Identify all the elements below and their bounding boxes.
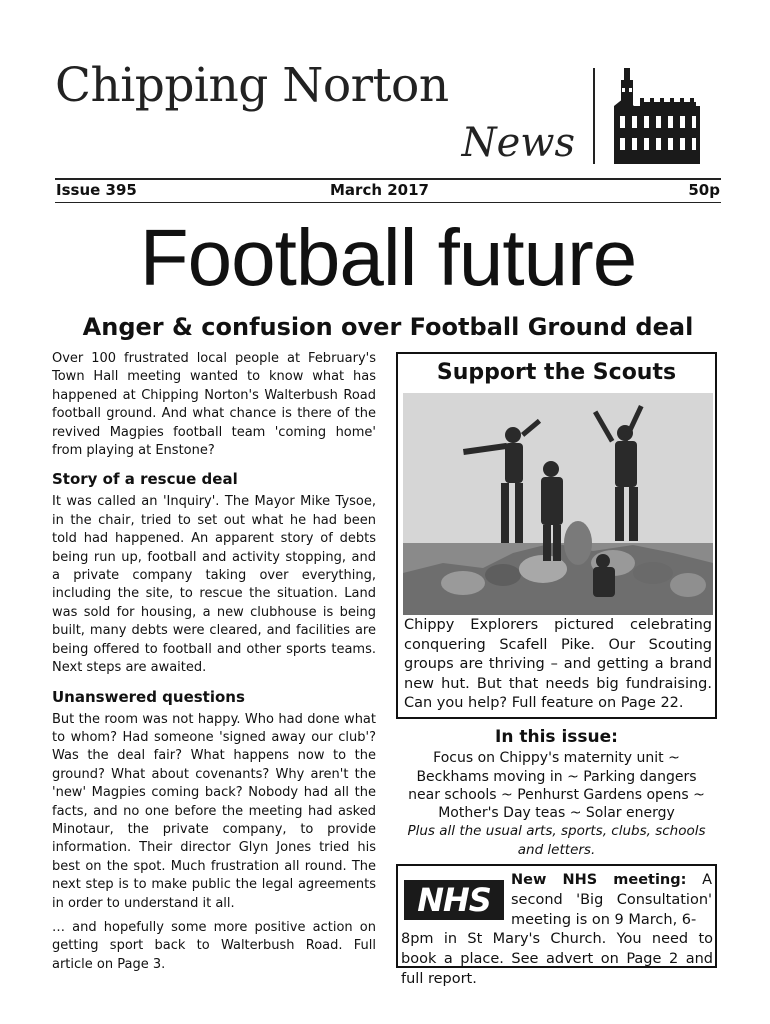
nhs-notice-text bbox=[511, 870, 712, 930]
issue-bar-rule-top bbox=[55, 178, 721, 180]
in-this-issue-line: Beckhams moving in ~ Parking dangers bbox=[416, 769, 697, 785]
issue-number: Issue 395 bbox=[56, 181, 137, 199]
in-this-issue-heading: In this issue: bbox=[495, 727, 618, 747]
nhs-notice-text-right: A second 'Big Consultation' meeting is on 9 March, 6- bbox=[511, 872, 713, 928]
article-intro: Over 100 frustrated local people at February's Town Hall meeting wanted to know what has happened at Chipping Norton's Walterbush Road football ground. And what chance is there of the revived Magpies football team 'coming home' from playing at Enstone? bbox=[52, 351, 376, 459]
scouts-summit-photo bbox=[403, 393, 713, 615]
scouts-title: Support the Scouts bbox=[436, 360, 677, 385]
article-section-body: It was called an 'Inquiry'. The Mayor Mike Tysoe, in the chair, tried to set out what he had been told had happened. An apparent story of debts being run up, football and activity stopping, and a private company taking over everything, including the site, to rescue the situation. Land was sold for housing, a new clubhouse is being built, many debts were cleared, and facilities are being offered to football and other sports teams. Next steps are awaited. bbox=[52, 494, 376, 676]
masthead-divider bbox=[593, 68, 595, 164]
in-this-issue-line: near schools ~ Penhurst Gardens opens ~ bbox=[408, 787, 705, 803]
article-closing: … and hopefully some more positive action on getting sport back to Walterbush Road. Full article on Page 3. bbox=[52, 919, 376, 972]
issue-price: 50p bbox=[688, 181, 720, 199]
main-article bbox=[52, 350, 376, 980]
subheadline: Anger & confusion over Football Ground deal bbox=[82, 313, 694, 341]
in-this-issue-plus: Plus all the usual arts, sports, clubs, schools and letters. bbox=[407, 823, 706, 858]
article-section-heading: Unanswered questions bbox=[52, 687, 245, 706]
article-section-body: But the room was not happy. Who had done what to whom? Had someone 'signed away our club'? Was the deal fair? What happens now to the ground? What about covenants? Why aren't the 'new' Magpies coming back? Nobody had all the facts, and no one before the meeting had asked Minotaur, the private company, to provide information. Their director Glyn Jones tried his best on the spot. Much frustration all round. The next step is to make public the legal agreements in order to understand it all. bbox=[52, 711, 376, 911]
headline: Football future bbox=[139, 213, 637, 302]
nhs-logo: NHS bbox=[404, 880, 504, 920]
scouts-caption: Chippy Explorers pictured celebrating conquering Scafell Pike. Our Scouting groups are thriving – and getting a brand new hut. But that needs big fundraising. Can you help? Full feature on Page 22. bbox=[404, 617, 712, 712]
issue-bar-rule-bottom bbox=[55, 202, 721, 203]
masthead-title: Chipping Norton bbox=[55, 58, 449, 113]
issue-date: March 2017 bbox=[330, 181, 429, 199]
in-this-issue-line: Mother's Day teas ~ Solar energy bbox=[438, 805, 675, 821]
nhs-notice-text-full: 8pm in St Mary's Church. You need to book a place. See advert on Page 2 and full report. bbox=[401, 931, 713, 987]
in-this-issue-line: Focus on Chippy's maternity unit ~ bbox=[433, 750, 680, 766]
masthead-subtitle: News bbox=[461, 120, 575, 166]
church-logo-icon bbox=[610, 66, 702, 166]
article-section-heading: Story of a rescue deal bbox=[52, 470, 238, 489]
nhs-notice-lead: New NHS meeting: bbox=[511, 872, 687, 888]
